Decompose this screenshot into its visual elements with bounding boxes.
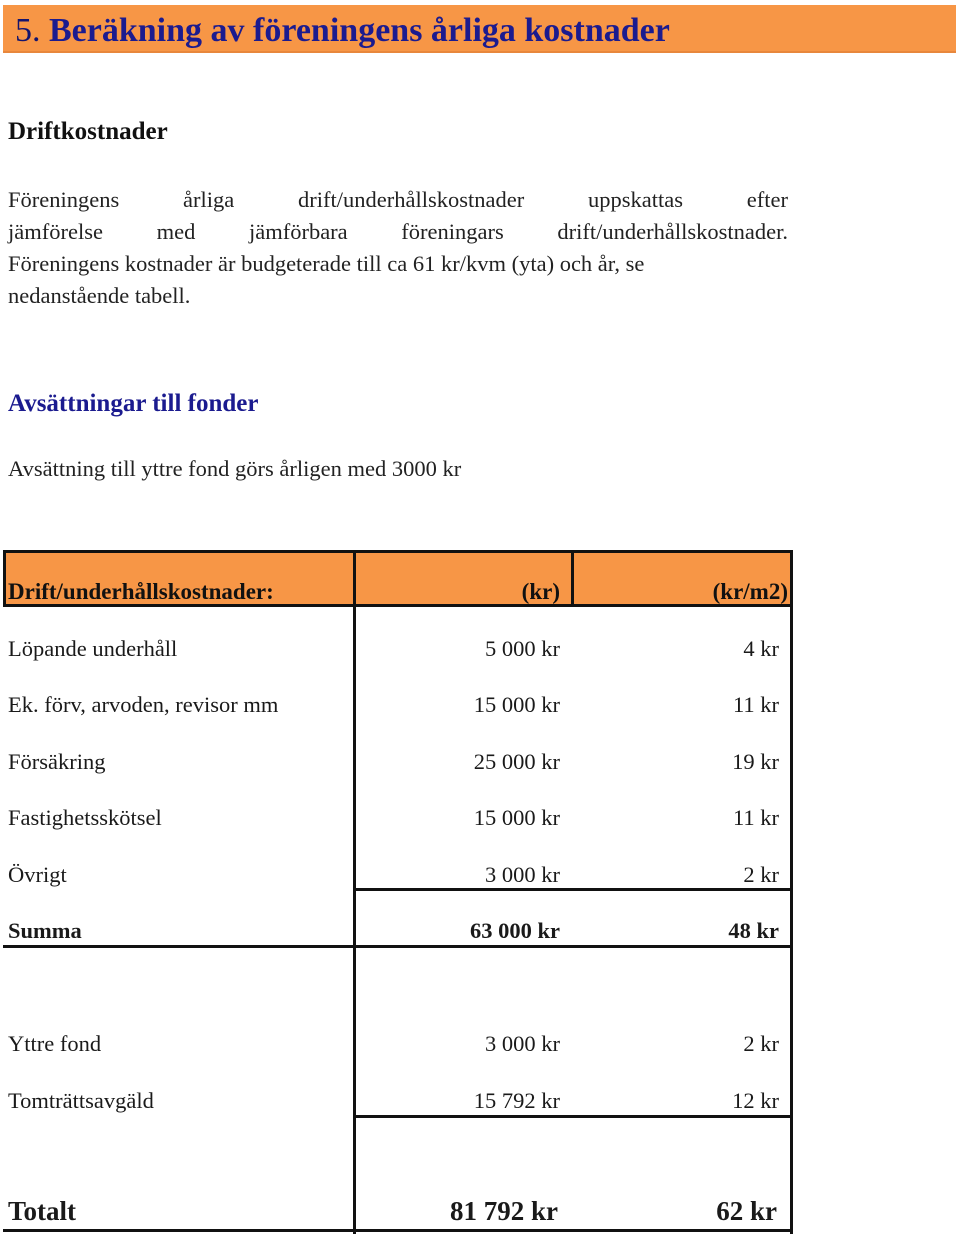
fonder-heading: Avsättningar till fonder bbox=[8, 390, 259, 417]
fonder-text: Avsättning till yttre fond görs årligen med 3000 kr bbox=[8, 456, 462, 481]
paragraph-line-2 bbox=[8, 216, 788, 248]
section-title bbox=[15, 11, 670, 51]
table-row-label: Ek. förv, arvoden, revisor mm bbox=[8, 692, 279, 717]
totalt-kr: 81 792 kr bbox=[450, 1196, 558, 1226]
table-row-kr: 15 792 kr bbox=[473, 1088, 560, 1113]
header-kr-m2: (kr/m2) bbox=[712, 579, 788, 604]
table-row-label: Fastighetsskötsel bbox=[8, 805, 162, 830]
row-divider bbox=[353, 1115, 793, 1118]
paragraph-line-3: Föreningens kostnader är budgeterade till ca 61 kr/kvm (yta) och år, se bbox=[8, 251, 645, 276]
word: med bbox=[156, 219, 196, 244]
summa-kr: 63 000 kr bbox=[470, 918, 560, 943]
word: uppskattas bbox=[588, 187, 683, 212]
totalt-label: Totalt bbox=[8, 1196, 77, 1226]
row-divider bbox=[353, 888, 793, 891]
table-row-kr-m2: 19 kr bbox=[732, 749, 779, 774]
table-row-label: Löpande underhåll bbox=[8, 636, 178, 661]
summa-kr-m2: 48 kr bbox=[728, 918, 779, 943]
table-row-label: Försäkring bbox=[8, 749, 106, 774]
table-row-kr: 25 000 kr bbox=[473, 749, 560, 774]
column-divider bbox=[790, 550, 793, 1234]
table-row-kr-m2: 2 kr bbox=[743, 1031, 779, 1056]
table-row-kr: 3 000 kr bbox=[485, 1031, 560, 1056]
word: drift/underhållskostnader. bbox=[557, 219, 788, 244]
drift-paragraph bbox=[8, 184, 788, 312]
table-row-kr: 15 000 kr bbox=[473, 692, 560, 717]
table-row-label: Övrigt bbox=[8, 862, 67, 887]
table-row-kr-m2: 11 kr bbox=[732, 805, 779, 830]
section-number: 5. bbox=[15, 12, 41, 49]
word: jämförelse bbox=[8, 219, 103, 244]
table-row-kr: 15 000 kr bbox=[473, 805, 560, 830]
paragraph-line-1 bbox=[8, 184, 788, 216]
paragraph-line-4: nedanstående tabell. bbox=[8, 283, 191, 308]
table-row-kr: 5 000 kr bbox=[485, 636, 560, 661]
table-row-kr-m2: 11 kr bbox=[732, 692, 779, 717]
table-row-label: Yttre fond bbox=[8, 1031, 102, 1056]
table-row-kr-m2: 4 kr bbox=[743, 636, 779, 661]
table-row-kr-m2: 2 kr bbox=[743, 862, 779, 887]
word: föreningars bbox=[401, 219, 504, 244]
word: Föreningens bbox=[8, 187, 120, 212]
totalt-kr-m2: 62 kr bbox=[716, 1196, 777, 1226]
row-divider bbox=[3, 945, 793, 948]
cost-table bbox=[0, 550, 960, 1234]
row-divider bbox=[3, 1229, 793, 1232]
section-header-bar bbox=[3, 5, 956, 53]
word: drift/underhållskostnader bbox=[298, 187, 525, 212]
drift-heading: Driftkostnader bbox=[8, 118, 168, 145]
header-category: Drift/underhållskostnader: bbox=[8, 579, 274, 604]
table-row-kr: 3 000 kr bbox=[485, 862, 560, 887]
column-divider bbox=[571, 550, 574, 607]
word: efter bbox=[746, 187, 788, 212]
header-kr: (kr) bbox=[521, 579, 560, 604]
table-row-label: Tomträttsavgäld bbox=[8, 1088, 154, 1113]
table-row-kr-m2: 12 kr bbox=[732, 1088, 779, 1113]
column-divider bbox=[353, 550, 356, 1234]
summa-label: Summa bbox=[8, 918, 82, 943]
word: årliga bbox=[183, 187, 235, 212]
word: jämförbara bbox=[248, 219, 348, 244]
section-title-text: Beräkning av föreningens årliga kostnader bbox=[49, 12, 670, 49]
